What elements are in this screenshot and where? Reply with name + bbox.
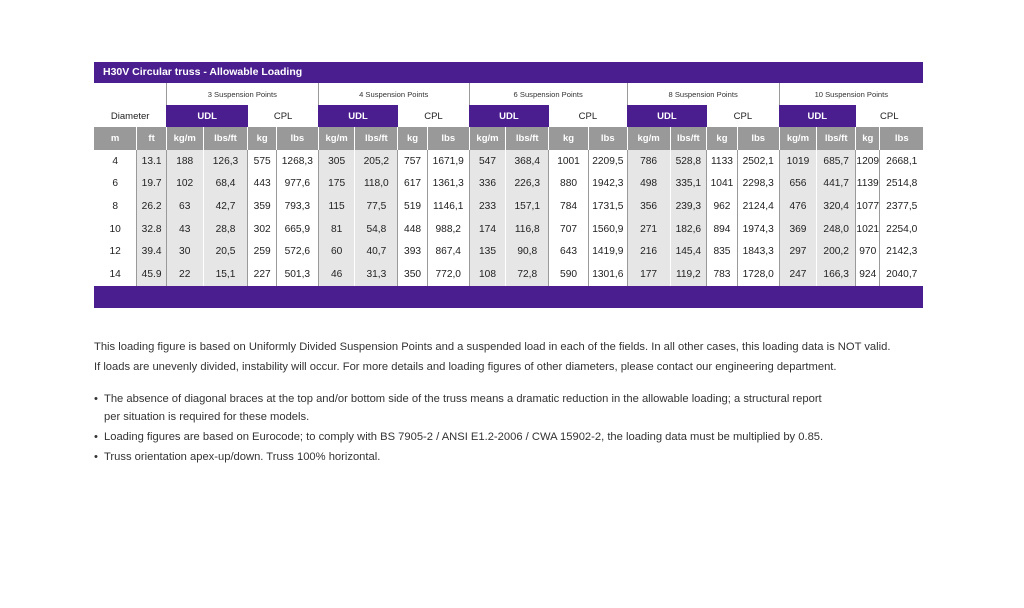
table-cell: 977,6 xyxy=(276,173,318,196)
table-row xyxy=(94,240,923,263)
table-cell: 443 xyxy=(248,173,277,196)
diameter-header: Diameter xyxy=(110,110,150,122)
table-cell: 1019 xyxy=(779,150,817,173)
table-cell: 31,3 xyxy=(355,263,398,286)
table-cell: 643 xyxy=(549,240,589,263)
table-cell: 1671,9 xyxy=(427,150,469,173)
unit-header-cell: lbs xyxy=(880,127,923,150)
units-row xyxy=(94,127,923,150)
table-cell: 177 xyxy=(627,263,670,286)
bullet-icon: • xyxy=(94,393,98,405)
table-cell: 297 xyxy=(779,240,817,263)
table-cell: 441,7 xyxy=(817,173,856,196)
table-cell: 19.7 xyxy=(137,173,167,196)
table-cell: 369 xyxy=(779,218,817,241)
table-cell: 2298,3 xyxy=(737,173,779,196)
table-cell: 1209 xyxy=(856,150,880,173)
table-cell: 226,3 xyxy=(506,173,549,196)
note-item xyxy=(94,389,954,427)
table-cell: 248,0 xyxy=(817,218,856,241)
table-cell: 501,3 xyxy=(276,263,318,286)
bullet-icon: • xyxy=(94,451,98,463)
table-cell: 157,1 xyxy=(506,195,549,218)
table-cell: 227 xyxy=(248,263,277,286)
table-cell: 135 xyxy=(469,240,506,263)
unit-header-cell: kg xyxy=(248,127,277,150)
cpl-header: CPL xyxy=(578,110,598,122)
table-cell: 63 xyxy=(166,195,203,218)
udl-header: UDL xyxy=(318,105,398,127)
table-cell: 1301,6 xyxy=(588,263,627,286)
table-cell: 116,8 xyxy=(506,218,549,241)
unit-header-cell: lbs xyxy=(737,127,779,150)
table-cell: 335,1 xyxy=(670,173,707,196)
unit-header-cell: kg/m xyxy=(469,127,506,150)
note-item xyxy=(94,427,954,447)
note-item xyxy=(94,447,954,467)
table-cell: 572,6 xyxy=(276,240,318,263)
unit-header-cell: ft xyxy=(137,127,167,150)
table-row xyxy=(94,173,923,196)
table-cell: 4 xyxy=(112,155,118,167)
table-cell: 784 xyxy=(549,195,589,218)
cpl-header: CPL xyxy=(733,110,753,122)
table-cell: 166,3 xyxy=(817,263,856,286)
suspension-points-row xyxy=(94,83,923,105)
table-cell: 42,7 xyxy=(203,195,248,218)
unit-header-cell: kg xyxy=(549,127,589,150)
table-cell: 988,2 xyxy=(427,218,469,241)
table-cell: 368,4 xyxy=(506,150,549,173)
unit-header-cell: lbs/ft xyxy=(506,127,549,150)
table-cell: 205,2 xyxy=(355,150,398,173)
table-cell: 43 xyxy=(166,218,203,241)
table-cell: 302 xyxy=(248,218,277,241)
table-cell: 707 xyxy=(549,218,589,241)
intro-text-line-1: This loading figure is based on Uniformly Divided Suspension Points and a suspended load in each of the fields. In all other cases, this loading data is NOT valid. xyxy=(94,341,891,353)
table-cell: 547 xyxy=(469,150,506,173)
udl-header: UDL xyxy=(779,105,855,127)
table-cell: 175 xyxy=(318,173,355,196)
cpl-header: CPL xyxy=(424,110,443,122)
table-cell: 28,8 xyxy=(203,218,248,241)
udl-header: UDL xyxy=(166,105,248,127)
table-cell: 115 xyxy=(318,195,355,218)
unit-header-cell: kg/m xyxy=(779,127,817,150)
unit-header-cell: kg/m xyxy=(318,127,355,150)
table-row xyxy=(94,150,923,173)
table-cell: 77,5 xyxy=(355,195,398,218)
table-cell: 617 xyxy=(398,173,428,196)
table-cell: 894 xyxy=(707,218,738,241)
table-cell: 336 xyxy=(469,173,506,196)
table-row xyxy=(94,195,923,218)
table-cell: 393 xyxy=(398,240,428,263)
table-cell: 665,9 xyxy=(276,218,318,241)
table-cell: 22 xyxy=(166,263,203,286)
table-cell: 46 xyxy=(318,263,355,286)
table-cell: 182,6 xyxy=(670,218,707,241)
table-cell: 32.8 xyxy=(137,218,167,241)
table-cell: 685,7 xyxy=(817,150,856,173)
unit-header-cell: kg/m xyxy=(627,127,670,150)
table-cell: 15,1 xyxy=(203,263,248,286)
bullet-icon: • xyxy=(94,431,98,443)
blank-cell xyxy=(94,83,166,105)
udl-header: UDL xyxy=(469,105,549,127)
table-cell: 448 xyxy=(398,218,428,241)
table-cell: 1077 xyxy=(856,195,880,218)
unit-header-cell: kg xyxy=(856,127,880,150)
table-cell: 54,8 xyxy=(355,218,398,241)
table-cell: 835 xyxy=(707,240,738,263)
unit-header-cell: lbs xyxy=(276,127,318,150)
unit-header-cell: lbs xyxy=(588,127,627,150)
table-cell: 119,2 xyxy=(670,263,707,286)
loading-table xyxy=(94,83,923,286)
table-cell: 1560,9 xyxy=(588,218,627,241)
table-cell: 1942,3 xyxy=(588,173,627,196)
table-cell: 2668,1 xyxy=(880,150,923,173)
table-cell: 72,8 xyxy=(506,263,549,286)
table-cell: 45.9 xyxy=(137,263,167,286)
table-cell: 233 xyxy=(469,195,506,218)
table-cell: 793,3 xyxy=(276,195,318,218)
table-cell: 1731,5 xyxy=(588,195,627,218)
table-cell: 26.2 xyxy=(137,195,167,218)
table-cell: 81 xyxy=(318,218,355,241)
table-cell: 90,8 xyxy=(506,240,549,263)
table-cell: 1361,3 xyxy=(427,173,469,196)
table-cell: 259 xyxy=(248,240,277,263)
table-cell: 2377,5 xyxy=(880,195,923,218)
table-cell: 359 xyxy=(248,195,277,218)
table-cell: 13.1 xyxy=(137,150,167,173)
table-cell: 1268,3 xyxy=(276,150,318,173)
table-cell: 1041 xyxy=(707,173,738,196)
group-6-points: 6 Suspension Points xyxy=(469,83,627,105)
table-cell: 8 xyxy=(112,200,118,212)
unit-header-cell: lbs xyxy=(427,127,469,150)
table-cell: 1133 xyxy=(707,150,738,173)
table-cell: 356 xyxy=(627,195,670,218)
table-cell: 880 xyxy=(549,173,589,196)
table-cell: 14 xyxy=(109,268,121,280)
table-cell: 575 xyxy=(248,150,277,173)
table-cell: 305 xyxy=(318,150,355,173)
table-title: H30V Circular truss - Allowable Loading xyxy=(94,62,923,83)
intro-text-line-2: If loads are unevenly divided, instability will occur. For more details and loading figures of other diameters, please contact our engineering department. xyxy=(94,360,837,373)
table-cell: 2254,0 xyxy=(880,218,923,241)
table-cell: 60 xyxy=(318,240,355,263)
table-cell: 108 xyxy=(469,263,506,286)
note-text: Truss orientation apex-up/down. Truss 100% horizontal. xyxy=(104,451,381,463)
note-text: The absence of diagonal braces at the top and/or bottom side of the truss means a dramatic reduction in the allowable loading; a structural report xyxy=(104,393,822,405)
table-cell: 1146,1 xyxy=(427,195,469,218)
table-cell: 188 xyxy=(166,150,203,173)
unit-header-cell: kg xyxy=(707,127,738,150)
table-cell: 1843,3 xyxy=(737,240,779,263)
table-cell: 2502,1 xyxy=(737,150,779,173)
note-text-continued: per situation is required for these models. xyxy=(104,411,310,423)
table-cell: 528,8 xyxy=(670,150,707,173)
table-cell: 30 xyxy=(166,240,203,263)
table-cell: 68,4 xyxy=(203,173,248,196)
table-body xyxy=(94,150,923,286)
udl-header: UDL xyxy=(627,105,707,127)
table-cell: 1021 xyxy=(856,218,880,241)
table-cell: 757 xyxy=(398,150,428,173)
table-cell: 200,2 xyxy=(817,240,856,263)
table-cell: 656 xyxy=(779,173,817,196)
table-cell: 40,7 xyxy=(355,240,398,263)
table-cell: 867,4 xyxy=(427,240,469,263)
table-footer-bar xyxy=(94,286,923,308)
table-cell: 2209,5 xyxy=(588,150,627,173)
table-cell: 962 xyxy=(707,195,738,218)
cpl-header: CPL xyxy=(880,110,899,122)
table-cell: 20,5 xyxy=(203,240,248,263)
table-cell: 786 xyxy=(627,150,670,173)
table-cell: 772,0 xyxy=(427,263,469,286)
table-cell: 519 xyxy=(398,195,428,218)
table-cell: 145,4 xyxy=(670,240,707,263)
unit-header-cell: kg/m xyxy=(166,127,203,150)
notes-section xyxy=(94,338,954,467)
table-cell: 320,4 xyxy=(817,195,856,218)
unit-header-cell: lbs/ft xyxy=(355,127,398,150)
table-cell: 590 xyxy=(549,263,589,286)
load-type-row xyxy=(94,105,923,127)
group-3-points: 3 Suspension Points xyxy=(166,83,318,105)
group-8-points: 8 Suspension Points xyxy=(627,83,779,105)
table-cell: 247 xyxy=(779,263,817,286)
note-text: Loading figures are based on Eurocode; to comply with BS 7905-2 / ANSI E1.2-2006 / CWA 15902-2, the loading data must be multiplied by 0.85. xyxy=(104,431,824,443)
notes-list xyxy=(94,389,954,467)
table-cell: 970 xyxy=(856,240,880,263)
table-cell: 1001 xyxy=(549,150,589,173)
table-cell: 1974,3 xyxy=(737,218,779,241)
table-row xyxy=(94,263,923,286)
unit-header-cell: m xyxy=(94,127,137,150)
table-cell: 2040,7 xyxy=(880,263,923,286)
unit-header-cell: lbs/ft xyxy=(670,127,707,150)
table-cell: 350 xyxy=(398,263,428,286)
table-cell: 271 xyxy=(627,218,670,241)
table-cell: 239,3 xyxy=(670,195,707,218)
cpl-header: CPL xyxy=(273,110,293,122)
table-cell: 498 xyxy=(627,173,670,196)
table-cell: 924 xyxy=(856,263,880,286)
table-cell: 2142,3 xyxy=(880,240,923,263)
table-cell: 12 xyxy=(109,246,121,258)
table-cell: 783 xyxy=(707,263,738,286)
table-cell: 6 xyxy=(112,178,118,190)
table-cell: 1728,0 xyxy=(737,263,779,286)
table-cell: 1419,9 xyxy=(588,240,627,263)
group-10-points: 10 Suspension Points xyxy=(779,83,923,105)
unit-header-cell: lbs/ft xyxy=(203,127,248,150)
table-cell: 126,3 xyxy=(203,150,248,173)
table-cell: 2514,8 xyxy=(880,173,923,196)
loading-table-sheet xyxy=(94,62,923,308)
unit-header-cell: kg xyxy=(398,127,428,150)
table-cell: 102 xyxy=(166,173,203,196)
table-cell: 476 xyxy=(779,195,817,218)
table-cell: 216 xyxy=(627,240,670,263)
table-cell: 2124,4 xyxy=(737,195,779,218)
group-4-points: 4 Suspension Points xyxy=(318,83,469,105)
table-row xyxy=(94,218,923,241)
table-cell: 39.4 xyxy=(137,240,167,263)
table-cell: 10 xyxy=(109,223,121,235)
table-cell: 174 xyxy=(469,218,506,241)
table-cell: 1139 xyxy=(856,173,880,196)
table-cell: 118,0 xyxy=(355,173,398,196)
unit-header-cell: lbs/ft xyxy=(817,127,856,150)
